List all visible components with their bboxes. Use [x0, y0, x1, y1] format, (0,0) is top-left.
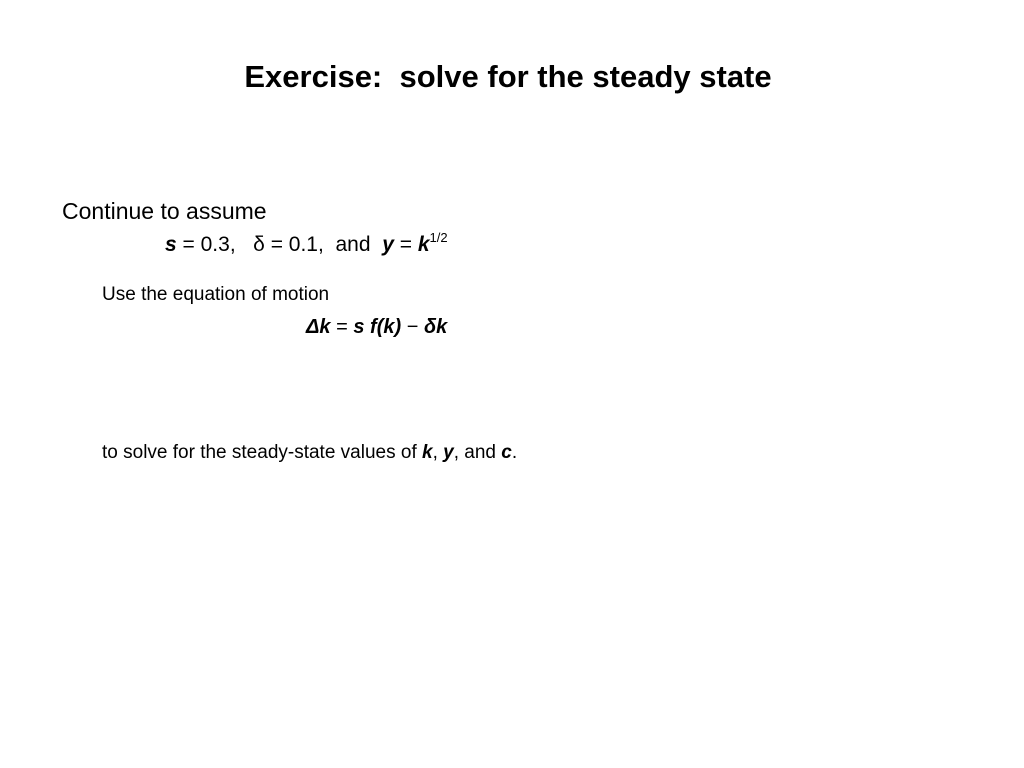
saving-rate-symbol: s [165, 233, 177, 256]
capital-symbol: k [417, 233, 430, 256]
equation-depreciation: δk [423, 316, 448, 338]
conclusion-var-y: y [443, 442, 454, 463]
exponent: 1/2 [429, 230, 448, 245]
conclusion-lead: to solve for the steady-state values of [102, 442, 423, 463]
saving-rate-value: = 0.3, [176, 233, 254, 256]
equals-sign: = [393, 233, 418, 256]
conclusion-var-k: k [422, 442, 433, 463]
depreciation-value: = 0.1, and [264, 233, 383, 256]
depreciation-symbol: δ [253, 233, 265, 256]
equation-minus: − [401, 316, 424, 338]
equation-of-motion [306, 313, 447, 341]
equation-lhs: Δk [306, 316, 331, 338]
equation-equals: = [330, 316, 354, 338]
intro-text: Continue to assume [62, 198, 267, 224]
parameter-line [165, 230, 448, 260]
output-symbol: y [382, 233, 394, 256]
equation-intro: Use the equation of motion [102, 284, 330, 305]
conclusion-sep-1: , [432, 442, 444, 463]
conclusion-sep-2: , and [453, 442, 502, 463]
slide-title: Exercise: solve for the steady state [244, 59, 772, 94]
conclusion-var-c: c [501, 442, 512, 463]
conclusion-end: . [511, 442, 518, 463]
equation-investment: s f(k) [353, 316, 402, 338]
conclusion-text [102, 440, 517, 466]
